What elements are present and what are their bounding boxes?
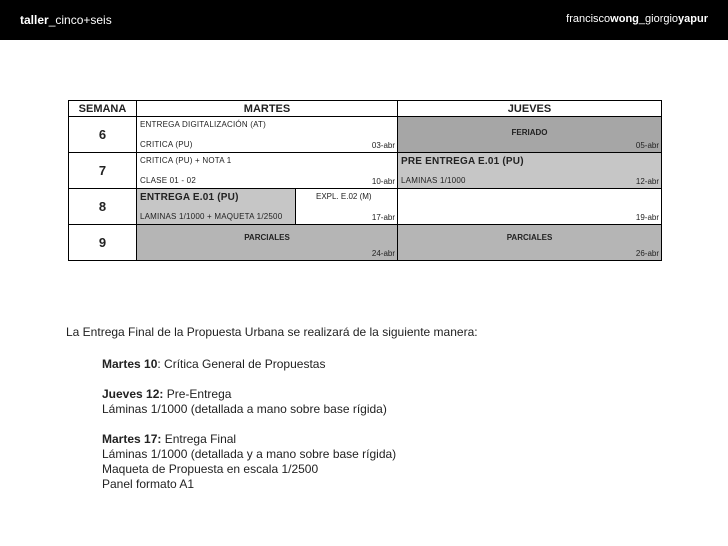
table-row [69, 153, 662, 189]
table-row [69, 117, 662, 153]
martes17-text: Entrega Final [161, 432, 237, 446]
jueves12-text: Pre-Entrega [163, 387, 232, 401]
table-header-row [69, 101, 662, 117]
week-number: 6 [69, 117, 137, 153]
course-title [20, 13, 112, 27]
martes-side-label: EXPL. E.02 (M) [316, 192, 372, 201]
jueves-date: 19-abr [635, 213, 660, 222]
jueves-cell [398, 117, 662, 153]
week-number: 8 [69, 189, 137, 225]
martes-cell [137, 189, 296, 225]
jueves-date: 26-abr [635, 249, 660, 258]
author-part-3: _giorgio [638, 13, 679, 25]
jueves-cell [398, 153, 662, 189]
martes10-label: Martes 10 [102, 357, 158, 371]
martes-line-1: CRITICA (PU) + NOTA 1 [140, 156, 232, 165]
jueves12-label: Jueves 12: [102, 387, 164, 401]
martes-line-2: CRITICA (PU) [140, 140, 193, 149]
martes-cell [137, 117, 398, 153]
jueves-date: 12-abr [635, 177, 660, 186]
martes-line-1: ENTREGA DIGITALIZACIÓN (AT) [140, 120, 267, 129]
martes-side-cell [296, 189, 398, 225]
martes-cell [137, 225, 398, 261]
jueves-line-2: LAMINAS 1/1000 [401, 176, 466, 185]
martes-label: PARCIALES [244, 233, 290, 242]
top-bar [0, 0, 728, 40]
martes-date: 03-abr [371, 141, 396, 150]
martes17-label: Martes 17: [102, 432, 162, 446]
week-number: 7 [69, 153, 137, 189]
schedule-table [68, 100, 662, 261]
martes-date: 10-abr [371, 177, 396, 186]
martes17-detail-1: Láminas 1/1000 (detallada y a mano sobre base rígida) [102, 447, 397, 461]
header-jueves: JUEVES [398, 101, 662, 117]
intro-text: La Entrega Final de la Propuesta Urbana se realizará de la siguiente manera: [66, 325, 478, 339]
jueves-cell [398, 225, 662, 261]
jueves-label: PARCIALES [506, 233, 553, 242]
course-title-bold: taller [20, 13, 49, 27]
martes10-line [102, 357, 396, 372]
authors [566, 13, 708, 25]
jueves-date: 05-abr [635, 141, 660, 150]
martes-date: 24-abr [371, 249, 396, 258]
table-row [69, 189, 662, 225]
week-number: 9 [69, 225, 137, 261]
martes-date: 17-abr [371, 213, 396, 222]
course-title-rest: _cinco+seis [48, 13, 112, 27]
author-part-4: yapur [678, 13, 708, 25]
martes17-detail-2: Maqueta de Propuesta en escala 1/2500 [102, 462, 319, 476]
jueves-cell [398, 189, 662, 225]
header-martes: MARTES [137, 101, 398, 117]
martes-line-2: CLASE 01 - 02 [140, 176, 196, 185]
author-part-2: wong [610, 13, 639, 25]
martes-line-1: ENTREGA E.01 (PU) [140, 192, 239, 203]
martes10-text: : Crítica General de Propuestas [157, 357, 326, 371]
delivery-list [102, 357, 396, 492]
martes17-detail-3: Panel formato A1 [102, 477, 195, 491]
jueves12-line [102, 387, 396, 402]
jueves-label: FERIADO [511, 128, 548, 137]
martes-cell [137, 153, 398, 189]
author-part-1: francisco [566, 13, 611, 25]
martes-line-2: LAMINAS 1/1000 + MAQUETA 1/2500 [140, 212, 283, 221]
header-semana: SEMANA [69, 101, 137, 117]
table-row [69, 225, 662, 261]
jueves12-detail: Láminas 1/1000 (detallada a mano sobre base rígida) [102, 402, 387, 416]
martes17-line [102, 432, 396, 447]
jueves-line-1: PRE ENTREGA E.01 (PU) [401, 156, 524, 167]
